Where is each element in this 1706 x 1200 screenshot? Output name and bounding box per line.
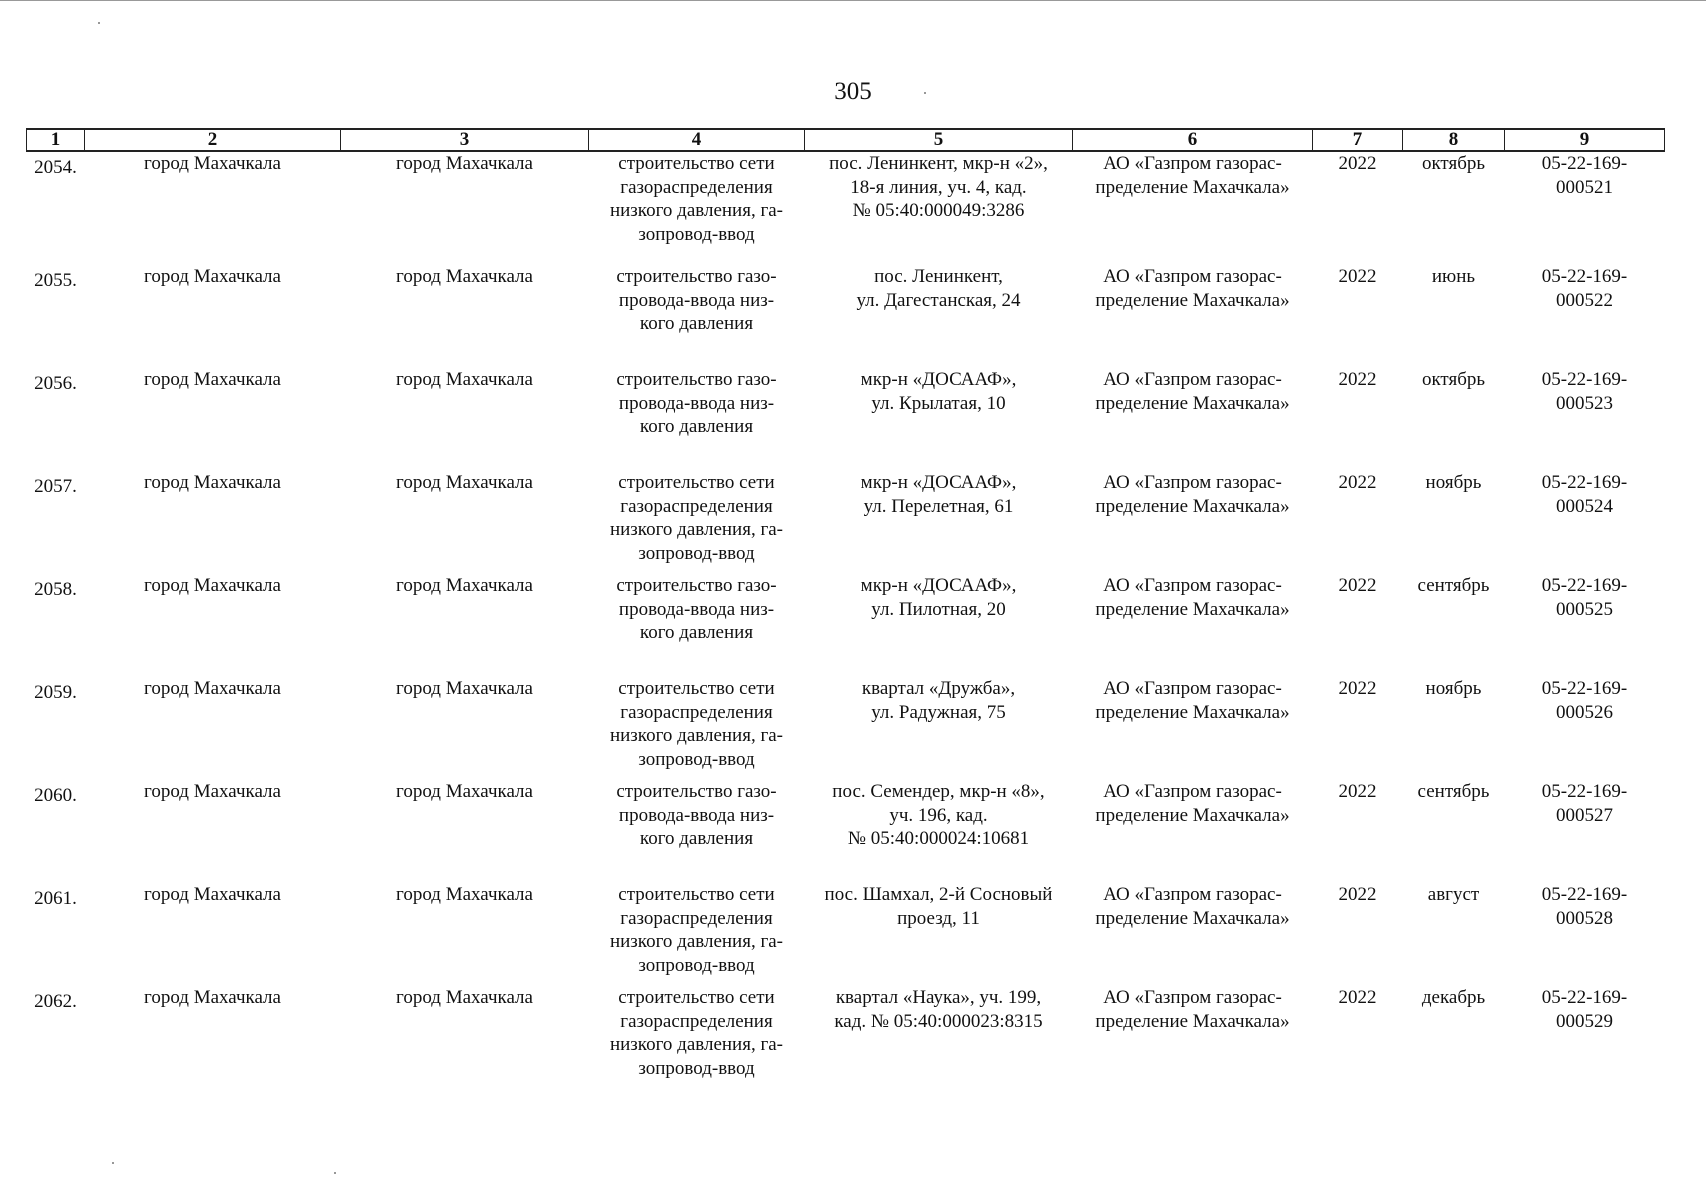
cell-municipality: город Махачкала xyxy=(144,153,281,174)
cell-settlement: город Махачкала xyxy=(396,781,533,802)
cell-row-number: 2059. xyxy=(34,682,77,703)
column-header-5: 5 xyxy=(805,129,1073,151)
table-row xyxy=(27,265,1665,368)
cell-month: июнь xyxy=(1431,266,1476,287)
cell-work-description: строительство газо- провода-ввода низ- кого давления xyxy=(616,781,777,849)
cell-month: ноябрь xyxy=(1425,472,1482,493)
column-header-1: 1 xyxy=(27,129,85,151)
header-row xyxy=(27,129,1665,151)
cell-municipality: город Махачкала xyxy=(144,987,281,1008)
cell-work-description: строительство сети газораспределения низкого давления, га- зопровод-ввод xyxy=(609,472,784,564)
cell-organization: АО «Газпром газорас- пределение Махачкала» xyxy=(1095,987,1290,1032)
table-row xyxy=(27,780,1665,883)
cell-settlement: город Махачкала xyxy=(396,153,533,174)
cell-municipality: город Махачкала xyxy=(144,472,281,493)
table-row xyxy=(27,368,1665,471)
cell-settlement: город Махачкала xyxy=(396,884,533,905)
page-number: 305 xyxy=(834,78,872,105)
scan-speck xyxy=(334,1172,336,1174)
cell-row-number: 2061. xyxy=(34,888,77,909)
cell-registry-code: 05-22-169- 000521 xyxy=(1541,153,1628,198)
table-row xyxy=(27,574,1665,677)
cell-address: мкр-н «ДОСААФ», ул. Крылатая, 10 xyxy=(860,369,1017,414)
cell-registry-code: 05-22-169- 000523 xyxy=(1541,369,1628,414)
cell-work-description: строительство сети газораспределения низкого давления, га- зопровод-ввод xyxy=(609,884,784,976)
cell-address: пос. Шамхал, 2-й Сосновый проезд, 11 xyxy=(824,884,1053,929)
cell-settlement: город Махачкала xyxy=(396,678,533,699)
column-header-2: 2 xyxy=(85,129,341,151)
cell-work-description: строительство газо- провода-ввода низ- кого давления xyxy=(616,369,777,437)
cell-year: 2022 xyxy=(1338,781,1377,802)
cell-registry-code: 05-22-169- 000526 xyxy=(1541,678,1628,723)
cell-work-description: строительство сети газораспределения низкого давления, га- зопровод-ввод xyxy=(609,153,784,245)
cell-address: пос. Ленинкент, ул. Дагестанская, 24 xyxy=(856,266,1021,311)
cell-settlement: город Махачкала xyxy=(396,266,533,287)
cell-address: мкр-н «ДОСААФ», ул. Пилотная, 20 xyxy=(860,575,1017,620)
cell-year: 2022 xyxy=(1338,884,1377,905)
cell-organization: АО «Газпром газорас- пределение Махачкала» xyxy=(1095,153,1290,198)
scan-speck xyxy=(112,1162,114,1164)
cell-organization: АО «Газпром газорас- пределение Махачкала» xyxy=(1095,781,1290,826)
cell-municipality: город Махачкала xyxy=(144,678,281,699)
cell-month: август xyxy=(1427,884,1480,905)
cell-organization: АО «Газпром газорас- пределение Махачкала» xyxy=(1095,472,1290,517)
cell-row-number: 2055. xyxy=(34,270,77,291)
cell-registry-code: 05-22-169- 000525 xyxy=(1541,575,1628,620)
cell-address: пос. Семендер, мкр-н «8», уч. 196, кад. № 05:40:000024:10681 xyxy=(832,781,1045,849)
column-header-9: 9 xyxy=(1505,129,1665,151)
table-row xyxy=(27,471,1665,574)
cell-row-number: 2060. xyxy=(34,785,77,806)
cell-organization: АО «Газпром газорас- пределение Махачкала» xyxy=(1095,884,1290,929)
cell-settlement: город Махачкала xyxy=(396,987,533,1008)
cell-registry-code: 05-22-169- 000522 xyxy=(1541,266,1628,311)
cell-organization: АО «Газпром газорас- пределение Махачкала» xyxy=(1095,678,1290,723)
cell-registry-code: 05-22-169- 000529 xyxy=(1541,987,1628,1032)
table-body xyxy=(27,151,1665,1089)
cell-settlement: город Махачкала xyxy=(396,369,533,390)
cell-year: 2022 xyxy=(1338,266,1377,287)
column-header-4: 4 xyxy=(589,129,805,151)
cell-month: декабрь xyxy=(1421,987,1486,1008)
cell-row-number: 2058. xyxy=(34,579,77,600)
cell-month: ноябрь xyxy=(1425,678,1482,699)
cell-organization: АО «Газпром газорас- пределение Махачкала» xyxy=(1095,369,1290,414)
cell-settlement: город Махачкала xyxy=(396,575,533,596)
cell-settlement: город Махачкала xyxy=(396,472,533,493)
cell-year: 2022 xyxy=(1338,472,1377,493)
cell-year: 2022 xyxy=(1338,575,1377,596)
cell-row-number: 2057. xyxy=(34,476,77,497)
cell-address: пос. Ленинкент, мкр-н «2», 18-я линия, уч. 4, кад. № 05:40:000049:3286 xyxy=(829,153,1048,221)
cell-organization: АО «Газпром газорас- пределение Махачкала» xyxy=(1095,575,1290,620)
cell-row-number: 2056. xyxy=(34,373,77,394)
scan-speck xyxy=(98,22,100,24)
table-row xyxy=(27,883,1665,986)
cell-year: 2022 xyxy=(1338,369,1377,390)
cell-month: сентябрь xyxy=(1417,781,1490,802)
cell-row-number: 2062. xyxy=(34,991,77,1012)
cell-registry-code: 05-22-169- 000528 xyxy=(1541,884,1628,929)
cell-municipality: город Махачкала xyxy=(144,266,281,287)
cell-municipality: город Махачкала xyxy=(144,575,281,596)
cell-address: мкр-н «ДОСААФ», ул. Перелетная, 61 xyxy=(860,472,1017,517)
cell-municipality: город Махачкала xyxy=(144,884,281,905)
cell-work-description: строительство газо- провода-ввода низ- кого давления xyxy=(616,575,777,643)
cell-organization: АО «Газпром газорас- пределение Махачкала» xyxy=(1095,266,1290,311)
page-top-edge xyxy=(0,0,1706,1)
cell-year: 2022 xyxy=(1338,987,1377,1008)
cell-address: квартал «Дружба», ул. Радужная, 75 xyxy=(861,678,1016,723)
column-header-6: 6 xyxy=(1073,129,1313,151)
cell-month: сентябрь xyxy=(1417,575,1490,596)
registry-table xyxy=(26,128,1665,1089)
cell-work-description: строительство сети газораспределения низкого давления, га- зопровод-ввод xyxy=(609,678,784,770)
cell-work-description: строительство сети газораспределения низкого давления, га- зопровод-ввод xyxy=(609,987,784,1079)
cell-year: 2022 xyxy=(1338,678,1377,699)
table-row xyxy=(27,151,1665,265)
column-header-3: 3 xyxy=(341,129,589,151)
cell-address: квартал «Наука», уч. 199, кад. № 05:40:000023:8315 xyxy=(834,987,1043,1032)
cell-registry-code: 05-22-169- 000524 xyxy=(1541,472,1628,517)
cell-month: октябрь xyxy=(1421,153,1486,174)
scan-speck xyxy=(924,92,926,94)
cell-work-description: строительство газо- провода-ввода низ- кого давления xyxy=(616,266,777,334)
cell-month: октябрь xyxy=(1421,369,1486,390)
column-header-7: 7 xyxy=(1313,129,1403,151)
table-row xyxy=(27,986,1665,1089)
cell-row-number: 2054. xyxy=(34,157,77,178)
cell-registry-code: 05-22-169- 000527 xyxy=(1541,781,1628,826)
cell-year: 2022 xyxy=(1338,153,1377,174)
registry-table-container xyxy=(26,128,1664,1089)
cell-municipality: город Махачкала xyxy=(144,781,281,802)
table-row xyxy=(27,677,1665,780)
cell-municipality: город Махачкала xyxy=(144,369,281,390)
column-header-8: 8 xyxy=(1403,129,1505,151)
